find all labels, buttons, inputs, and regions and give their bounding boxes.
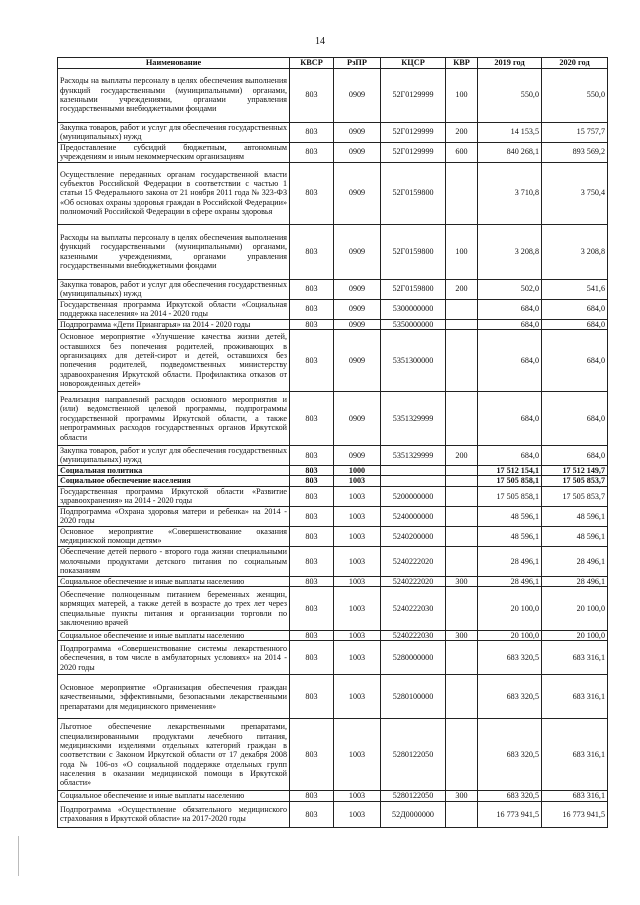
cell-kvr: 200 (446, 445, 478, 465)
cell-2020: 3 750,4 (542, 162, 608, 224)
cell-rzpr: 1003 (334, 587, 381, 631)
cell-2019: 683 320,5 (478, 641, 542, 675)
cell-2020: 684,0 (542, 319, 608, 329)
cell-kvr (446, 299, 478, 319)
cell-kvsr: 803 (290, 546, 334, 576)
budget-table (57, 57, 608, 828)
cell-rzpr: 1003 (334, 546, 381, 576)
cell-rzpr: 1000 (334, 465, 381, 475)
cell-rzpr: 1003 (334, 631, 381, 641)
cell-2020: 684,0 (542, 299, 608, 319)
table-row (58, 68, 608, 122)
cell-kvsr: 803 (290, 486, 334, 506)
table-row (58, 801, 608, 827)
table-row (58, 526, 608, 546)
cell-kvsr: 803 (290, 675, 334, 719)
header-name: Наименование (58, 58, 290, 69)
cell-kcsr: 5350000000 (381, 319, 446, 329)
cell-2020: 17 512 149,7 (542, 465, 608, 475)
cell-kcsr: 5351329999 (381, 391, 446, 445)
cell-kvsr: 803 (290, 631, 334, 641)
cell-kcsr: 52Г0159800 (381, 224, 446, 279)
cell-2019: 17 512 154,1 (478, 465, 542, 475)
cell-2020: 16 773 941,5 (542, 801, 608, 827)
cell-2019: 684,0 (478, 319, 542, 329)
cell-name: Подпрограмма «Охрана здоровья матери и ребенка» на 2014 - 2020 годы (58, 506, 290, 526)
cell-kvr (446, 486, 478, 506)
table-row (58, 675, 608, 719)
cell-2019: 683 320,5 (478, 791, 542, 801)
cell-kvr (446, 391, 478, 445)
cell-kvsr: 803 (290, 587, 334, 631)
cell-2019: 684,0 (478, 445, 542, 465)
cell-kvsr: 803 (290, 279, 334, 299)
cell-name: Основное мероприятие «Совершенствование оказания медицинской помощи детям» (58, 526, 290, 546)
cell-rzpr: 1003 (334, 486, 381, 506)
cell-name: Социальное обеспечение и иные выплаты населению (58, 791, 290, 801)
cell-rzpr: 0909 (334, 319, 381, 329)
cell-2020: 20 100,0 (542, 587, 608, 631)
cell-name: Социальное обеспечение населения (58, 476, 290, 486)
table-row (58, 546, 608, 576)
cell-kvsr: 803 (290, 576, 334, 586)
cell-kvr (446, 641, 478, 675)
cell-kvr (446, 675, 478, 719)
cell-rzpr: 1003 (334, 719, 381, 791)
cell-name: Социальное обеспечение и иные выплаты населению (58, 576, 290, 586)
cell-kvr (446, 801, 478, 827)
cell-name: Социальная политика (58, 465, 290, 475)
cell-kvr (446, 319, 478, 329)
cell-rzpr: 1003 (334, 641, 381, 675)
table-row (58, 122, 608, 142)
table-row (58, 476, 608, 486)
cell-2020: 541,6 (542, 279, 608, 299)
cell-kvsr: 803 (290, 791, 334, 801)
cell-2019: 502,0 (478, 279, 542, 299)
cell-2019: 28 496,1 (478, 546, 542, 576)
cell-kcsr: 52Г0159800 (381, 162, 446, 224)
cell-2019: 16 773 941,5 (478, 801, 542, 827)
cell-kvr (446, 719, 478, 791)
cell-rzpr: 1003 (334, 801, 381, 827)
table-body (58, 68, 608, 827)
cell-kcsr (381, 476, 446, 486)
table-row (58, 506, 608, 526)
cell-kcsr: 5280122050 (381, 719, 446, 791)
cell-kcsr: 5280000000 (381, 641, 446, 675)
table-row (58, 142, 608, 162)
cell-2019: 17 505 858,1 (478, 486, 542, 506)
cell-kcsr: 5280122050 (381, 791, 446, 801)
cell-rzpr: 1003 (334, 476, 381, 486)
cell-kcsr: 5240222030 (381, 587, 446, 631)
cell-rzpr: 1003 (334, 675, 381, 719)
cell-kvr (446, 506, 478, 526)
cell-2019: 3 710,8 (478, 162, 542, 224)
cell-kvsr: 803 (290, 476, 334, 486)
cell-kvsr: 803 (290, 445, 334, 465)
cell-kcsr: 52Г0129999 (381, 122, 446, 142)
cell-name: Подпрограмма «Дети Приангарья» на 2014 - 2020 годы (58, 319, 290, 329)
cell-rzpr: 0909 (334, 224, 381, 279)
cell-2020: 17 505 853,7 (542, 486, 608, 506)
cell-2019: 48 596,1 (478, 506, 542, 526)
cell-2020: 683 316,1 (542, 791, 608, 801)
cell-rzpr: 0909 (334, 299, 381, 319)
cell-kvsr: 803 (290, 319, 334, 329)
cell-2020: 17 505 853,7 (542, 476, 608, 486)
cell-kvr (446, 162, 478, 224)
cell-2019: 684,0 (478, 299, 542, 319)
table-row (58, 631, 608, 641)
cell-rzpr: 0909 (334, 329, 381, 391)
cell-kvr: 200 (446, 122, 478, 142)
cell-2019: 550,0 (478, 68, 542, 122)
cell-2020: 48 596,1 (542, 506, 608, 526)
cell-kvsr: 803 (290, 391, 334, 445)
cell-kvr (446, 587, 478, 631)
cell-2020: 684,0 (542, 391, 608, 445)
cell-2020: 15 757,7 (542, 122, 608, 142)
cell-kvsr: 803 (290, 526, 334, 546)
cell-kvr: 300 (446, 631, 478, 641)
header-rzpr: РзПР (334, 58, 381, 69)
cell-name: Закупка товаров, работ и услуг для обеспечения государственных (муниципальных) нужд (58, 122, 290, 142)
cell-2020: 683 316,1 (542, 641, 608, 675)
header-kvr: КВР (446, 58, 478, 69)
cell-rzpr: 0909 (334, 68, 381, 122)
cell-kvr: 200 (446, 279, 478, 299)
cell-rzpr: 1003 (334, 506, 381, 526)
cell-name: Предоставление субсидий бюджетным, автономным учреждениям и иным некоммерческим организациям (58, 142, 290, 162)
cell-2019: 840 268,1 (478, 142, 542, 162)
cell-kcsr: 52Г0129999 (381, 68, 446, 122)
cell-2020: 684,0 (542, 329, 608, 391)
cell-rzpr: 1003 (334, 526, 381, 546)
cell-kvr: 100 (446, 224, 478, 279)
cell-name: Реализация направлений расходов основного мероприятия и (или) ведомственной целевой программы, подпрограммы государственной программы Иркутской области, а также непрограммных расходов государственных органов Иркутской области (58, 391, 290, 445)
cell-kcsr: 5351329999 (381, 445, 446, 465)
cell-rzpr: 0909 (334, 391, 381, 445)
cell-kcsr: 5351300000 (381, 329, 446, 391)
cell-kvsr: 803 (290, 641, 334, 675)
cell-rzpr: 0909 (334, 142, 381, 162)
header-kvsr: КВСР (290, 58, 334, 69)
scan-mark (18, 836, 19, 876)
cell-2020: 683 316,1 (542, 675, 608, 719)
table-row (58, 719, 608, 791)
cell-kvsr: 803 (290, 329, 334, 391)
cell-kvr: 300 (446, 791, 478, 801)
cell-kcsr: 5240000000 (381, 506, 446, 526)
cell-name: Закупка товаров, работ и услуг для обеспечения государственных (муниципальных) нужд (58, 279, 290, 299)
header-2020: 2020 год (542, 58, 608, 69)
cell-kvr (446, 465, 478, 475)
cell-2019: 3 208,8 (478, 224, 542, 279)
cell-2020: 3 208,8 (542, 224, 608, 279)
cell-name: Подпрограмма «Совершенствование системы лекарственного обеспечения, в том числе в амбулаторных условиях» на 2014 - 2020 годы (58, 641, 290, 675)
cell-kvsr: 803 (290, 122, 334, 142)
table-row (58, 445, 608, 465)
cell-name: Льготное обеспечение лекарственными препаратами, специализированными продуктами лечебного питания, медицинскими изделиями отдельных категорий граждан в соответствии с Законом Иркутской области от 17 декабря 2008 года № 106-оз «О социальной поддержке отдельных групп населения в оказании медицинской помощи в Иркутской области» (58, 719, 290, 791)
cell-2020: 684,0 (542, 445, 608, 465)
cell-2020: 48 596,1 (542, 526, 608, 546)
cell-kcsr: 5200000000 (381, 486, 446, 506)
cell-2020: 28 496,1 (542, 546, 608, 576)
cell-kcsr: 5240200000 (381, 526, 446, 546)
cell-rzpr: 0909 (334, 122, 381, 142)
cell-2019: 14 153,5 (478, 122, 542, 142)
cell-2019: 684,0 (478, 391, 542, 445)
cell-2019: 683 320,5 (478, 675, 542, 719)
cell-kvr: 600 (446, 142, 478, 162)
cell-kvsr: 803 (290, 142, 334, 162)
table-row (58, 791, 608, 801)
cell-2019: 28 496,1 (478, 576, 542, 586)
cell-kvr: 300 (446, 576, 478, 586)
cell-name: Обеспечение полноценным питанием беременных женщин, кормящих матерей, а также детей в возрасте до трех лет через специальные пункты питания и организации торговли по заключению врачей (58, 587, 290, 631)
cell-kvsr: 803 (290, 68, 334, 122)
cell-kcsr: 5240222020 (381, 576, 446, 586)
cell-2019: 48 596,1 (478, 526, 542, 546)
cell-2020: 28 496,1 (542, 576, 608, 586)
table-row (58, 391, 608, 445)
table-row (58, 162, 608, 224)
cell-kvr (446, 546, 478, 576)
cell-rzpr: 1003 (334, 576, 381, 586)
cell-kvsr: 803 (290, 162, 334, 224)
cell-kcsr: 52Д0000000 (381, 801, 446, 827)
page-number: 14 (315, 36, 325, 47)
cell-kcsr (381, 465, 446, 475)
table-row (58, 319, 608, 329)
cell-name: Государственная программа Иркутской области «Социальная поддержка населения» на 2014 - 2020 годы (58, 299, 290, 319)
table-header-row (58, 58, 608, 69)
cell-2019: 20 100,0 (478, 631, 542, 641)
cell-kcsr: 5240222030 (381, 631, 446, 641)
cell-name: Основное мероприятие «Улучшение качества жизни детей, оставшихся без попечения родителей, проживающих в организациях для детей-сирот и детей, оставшихся без попечения родителей, подведомственных министерству здравоохранения Иркутской области. Профилактика отказов от новорожденных детей» (58, 329, 290, 391)
cell-rzpr: 0909 (334, 279, 381, 299)
cell-rzpr: 1003 (334, 791, 381, 801)
table-row (58, 576, 608, 586)
cell-2020: 683 316,1 (542, 719, 608, 791)
cell-kvsr: 803 (290, 719, 334, 791)
header-kcsr: КЦСР (381, 58, 446, 69)
cell-2019: 17 505 858,1 (478, 476, 542, 486)
cell-kcsr: 52Г0159800 (381, 279, 446, 299)
cell-kcsr: 5300000000 (381, 299, 446, 319)
table-row (58, 224, 608, 279)
cell-name: Основное мероприятие «Организация обеспечения граждан качественными, эффективными, безопасными лекарственными препаратами для медицинского применения» (58, 675, 290, 719)
cell-name: Государственная программа Иркутской области «Развитие здравоохранения» на 2014 - 2020 годы (58, 486, 290, 506)
cell-name: Осуществление переданных органам государственной власти субъектов Российской Федерации в соответствии с частью 1 статьи 15 Федерального закона от 21 ноября 2011 года № 323-ФЗ «Об основах охраны здоровья граждан в Российской Федерации» полномочий Российской Федерации в сфере охраны здоровья (58, 162, 290, 224)
table-row (58, 329, 608, 391)
cell-kvr (446, 526, 478, 546)
cell-name: Закупка товаров, работ и услуг для обеспечения государственных (муниципальных) нужд (58, 445, 290, 465)
cell-name: Подпрограмма «Осуществление обязательного медицинского страхования в Иркутской области» на 2017-2020 годы (58, 801, 290, 827)
cell-name: Социальное обеспечение и иные выплаты населению (58, 631, 290, 641)
cell-kvsr: 803 (290, 299, 334, 319)
cell-rzpr: 0909 (334, 445, 381, 465)
cell-kcsr: 5280100000 (381, 675, 446, 719)
table-row (58, 486, 608, 506)
cell-name: Расходы на выплаты персоналу в целях обеспечения выполнения функций государственными (муниципальными) органами, казенными учреждениями, органами управления государственными внебюджетными фондами (58, 224, 290, 279)
cell-2020: 20 100,0 (542, 631, 608, 641)
cell-kvsr: 803 (290, 506, 334, 526)
table-row (58, 641, 608, 675)
table-row (58, 279, 608, 299)
cell-kvsr: 803 (290, 224, 334, 279)
table-row (58, 465, 608, 475)
table-row (58, 587, 608, 631)
cell-kvr: 100 (446, 68, 478, 122)
cell-kvsr: 803 (290, 801, 334, 827)
cell-kvr (446, 476, 478, 486)
cell-2019: 20 100,0 (478, 587, 542, 631)
cell-2019: 684,0 (478, 329, 542, 391)
header-2019: 2019 год (478, 58, 542, 69)
cell-2020: 550,0 (542, 68, 608, 122)
cell-name: Расходы на выплаты персоналу в целях обеспечения выполнения функций государственными (муниципальными) органами, казенными учреждениями, органами управления государственными внебюджетными фондами (58, 68, 290, 122)
cell-kcsr: 52Г0129999 (381, 142, 446, 162)
cell-2020: 893 569,2 (542, 142, 608, 162)
table-row (58, 299, 608, 319)
cell-kvr (446, 329, 478, 391)
cell-kcsr: 5240222020 (381, 546, 446, 576)
cell-kvsr: 803 (290, 465, 334, 475)
cell-name: Обеспечение детей первого - второго года жизни специальными молочными продуктами детского питания по социальным показаниям (58, 546, 290, 576)
cell-2019: 683 320,5 (478, 719, 542, 791)
cell-rzpr: 0909 (334, 162, 381, 224)
